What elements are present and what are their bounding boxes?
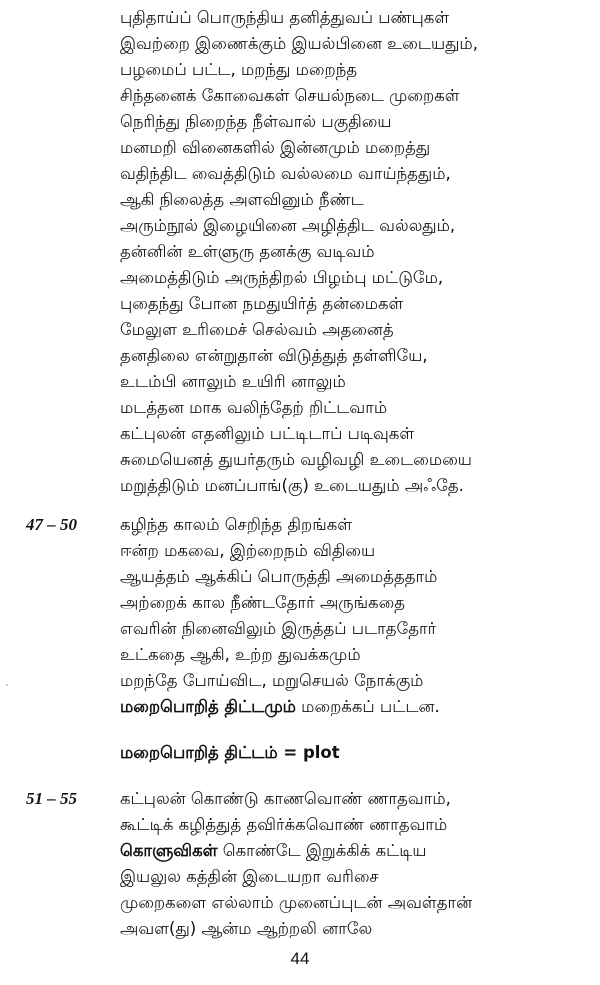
verse-line: முறைகளை எல்லாம் முனைப்புடன் அவள்தான்: [120, 893, 473, 912]
verse-line: உடம்பி னாலும் உயிரி னாலும்: [120, 372, 346, 391]
verse-line: பழமைப் பட்ட, மறந்து மறைந்த: [120, 60, 358, 79]
page-number: 44: [290, 949, 310, 968]
verse-line: தன்னின் உள்ளுரு தனக்கு வடிவம்: [120, 242, 375, 261]
glossary-meaning: plot: [302, 743, 340, 762]
verse-line: கழிந்த காலம் செறிந்த திறங்கள்: [120, 515, 353, 534]
verse-text: கொண்டே இறுக்கிக் கட்டிய: [217, 841, 427, 860]
verse-line: [120, 695, 590, 719]
verse-line: புதைந்து போன நமதுயிர்த் தன்மைகள்: [120, 294, 404, 313]
verse-line: அவள(து) ஆன்ம ஆற்றலி னாலே: [120, 919, 373, 938]
verse-line: ஆகி நிலைத்த அளவினும் நீண்ட: [120, 190, 364, 209]
highlighted-term: மறைபொறித் திட்டமும்: [120, 697, 296, 716]
verse-line: கூட்டிக் கழித்துத் தவிர்க்கவொண் ணாதவாம்: [120, 815, 448, 834]
verse-line: ஈன்ற மகவை, இற்றைநம் விதியை: [120, 541, 376, 560]
verse-number: 47 – 50: [26, 515, 77, 534]
highlighted-term: கொளுவிகள்: [120, 841, 218, 860]
verse-line: மனமறி வினைகளில் இன்னமும் மறைத்து: [120, 138, 431, 157]
verse-line: சிந்தனைக் கோவைகள் செயல்நடை முறைகள்: [120, 86, 460, 105]
verse-line: கட்புலன் எதனிலும் பட்டிடாப் படிவுகள்: [120, 424, 415, 443]
verse-line: கட்புலன் கொண்டு காணவொண் ணாதவாம்,: [120, 789, 451, 808]
glossary-term: மறைபொறித் திட்டம்: [120, 743, 278, 762]
verse-line: எவரின் நினைவிலும் இருத்தப் படாததோர்: [120, 619, 437, 638]
verse-line: [120, 839, 590, 863]
verse-line: நெரிந்து நிறைந்த நீள்வால் பகுதியை: [120, 112, 392, 131]
verse-line: சுமையெனத் துயர்தரும் வழிவழி உடைமையை: [120, 450, 472, 469]
scan-speck: [6, 684, 8, 686]
verse-line: மறுத்திடும் மனப்பாங்(கு) உடையதும் அஃதே.: [120, 476, 464, 495]
verse-line: புதிதாய்ப் பொருந்திய தனித்துவப் பண்புகள்: [120, 8, 450, 27]
verse-line: மறந்தே போய்விட, மறுசெயல் நோக்கும்: [120, 671, 424, 690]
verse-line: தனதிலை என்றுதான் விடுத்துத் தள்ளியே,: [120, 346, 428, 365]
verse-line: மேலுள உரிமைச் செல்வம் அதனைத்: [120, 320, 394, 339]
verse-number: 51 – 55: [26, 789, 77, 808]
verse-line: மடத்தன மாக வலிந்தேற் றிட்டவாம்: [120, 398, 388, 417]
verse-line: இயலுல கத்தின் இடையறா வரிசை: [120, 867, 379, 886]
verse-line: ஆயத்தம் ஆக்கிப் பொருத்தி அமைத்ததாம்: [120, 567, 438, 586]
glossary-equals: =: [277, 743, 303, 762]
verse-line: அரும்நூல் இழையினை அழித்திட வல்லதும்,: [120, 216, 456, 235]
verse-line: வதிந்திட வைத்திடும் வல்லமை வாய்ந்ததும்,: [120, 164, 451, 183]
verse-line: அமைத்திடும் அருந்திறல் பிழம்பு மட்டுமே,: [120, 268, 444, 287]
verse-line: அற்றைக் கால நீண்டதோர் அருங்கதை: [120, 593, 405, 612]
verse-text: மறைக்கப் பட்டன.: [295, 697, 440, 716]
glossary-note: [120, 741, 340, 765]
verse-line: உட்கதை ஆகி, உற்ற துவக்கமும்: [120, 645, 361, 664]
verse-line: இவற்றை இணைக்கும் இயல்பினை உடையதும்,: [120, 34, 478, 53]
